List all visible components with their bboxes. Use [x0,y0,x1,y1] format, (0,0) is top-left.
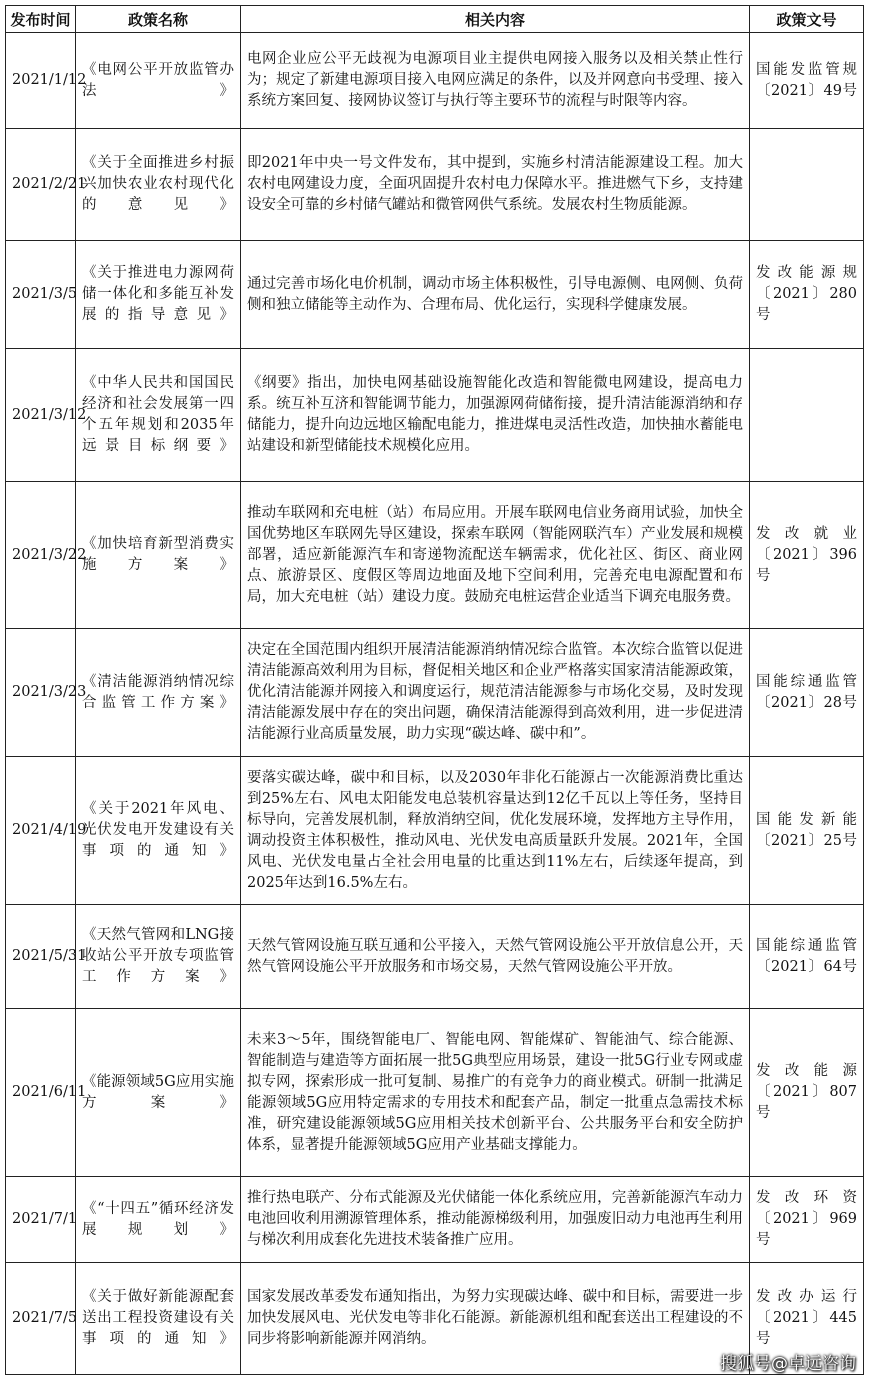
cell-name: 《关于推进电力源网荷储一体化和多能互补发展的指导意见》 [76,241,241,349]
cell-date: 2021/5/31 [6,905,76,1009]
cell-date: 2021/2/21 [6,129,76,241]
cell-content: 推行热电联产、分布式能源及光伏储能一体化系统应用，完善新能源汽车动力电池回收利用溯源管理体系，推动能源梯级利用，加强废旧动力电池再生利用与梯次利用成套化先进技术装备推广应用。 [241,1177,750,1263]
cell-date: 2021/6/11 [6,1009,76,1177]
cell-content: 即2021年中央一号文件发布，其中提到，实施乡村清洁能源建设工程。加大农村电网建设力度，全面巩固提升农村电力保障水平。推进燃气下乡，支持建设安全可靠的乡村储气罐站和微管网供气系统。发展农村生物质能源。 [241,129,750,241]
cell-name: 《关于2021年风电、光伏发电开发建设有关事项的通知》 [76,757,241,905]
table-row [6,241,864,349]
cell-name: 《天然气管网和LNG接收站公平开放专项监管工作方案》 [76,905,241,1009]
cell-name: 《关于做好新能源配套送出工程投资建设有关事项的通知》 [76,1263,241,1375]
table-header [6,6,864,33]
cell-name: 《加快培育新型消费实施方案》 [76,482,241,629]
cell-doc: 发改办运行〔2021〕445号 [750,1263,864,1375]
header-date: 发布时间 [6,6,76,33]
header-content: 相关内容 [241,6,750,33]
table-row [6,757,864,905]
policy-table [5,5,864,1375]
cell-content: 通过完善市场化电价机制，调动市场主体积极性，引导电源侧、电网侧、负荷侧和独立储能等主动作为、合理布局、优化运行，实现科学健康发展。 [241,241,750,349]
cell-doc: 发改就业〔2021〕396号 [750,482,864,629]
table-row [6,33,864,129]
cell-doc [750,349,864,482]
cell-doc: 发改环资〔2021〕969号 [750,1177,864,1263]
cell-doc: 发改能源规〔2021〕280号 [750,241,864,349]
cell-name: 《中华人民共和国国民经济和社会发展第一四个五年规划和2035年远景目标纲要》 [76,349,241,482]
table-body [6,33,864,1375]
cell-name: 《能源领域5G应用实施方案》 [76,1009,241,1177]
cell-content: 要落实碳达峰，碳中和目标，以及2030年非化石能源占一次能源消费比重达到25%左右、风电太阳能发电总装机容量达到12亿千瓦以上等任务，坚持目标导向，完善发展机制，释放消纳空间，优化发展环境，发挥地方主导作用，调动投资主体积极性，推动风电、光伏发电高质量跃升发展。2021年，全国风电、光伏发电量占全社会用电量的比重达到11%左右，后续逐年提高，到2025年达到16.5%左右。 [241,757,750,905]
cell-content: 推动车联网和充电桩（站）布局应用。开展车联网电信业务商用试验，加快全国优势地区车联网先导区建设，探索车联网（智能网联汽车）产业发展和规模部署，适应新能源汽车和寄递物流配送车辆需求，优化社区、街区、商业网点、旅游景区、度假区等周边地面及地下空间利用，完善充电电源配置和布局，加大充电桩（站）建设力度。鼓励充电桩运营企业适当下调充电服务费。 [241,482,750,629]
cell-name: 《关于全面推进乡村振兴加快农业农村现代化的意见》 [76,129,241,241]
table-row [6,482,864,629]
cell-content: 决定在全国范围内组织开展清洁能源消纳情况综合监管。本次综合监管以促进清洁能源高效利用为目标，督促相关地区和企业严格落实国家清洁能源政策，优化清洁能源并网接入和调度运行，规范清洁能源参与市场化交易，及时发现清洁能源发展中存在的突出问题，确保清洁能源得到高效利用，进一步促进清洁能源行业高质量发展，助力实现“碳达峰、碳中和”。 [241,629,750,757]
watermark: 搜狐号@卓远咨询 [720,1354,856,1374]
cell-doc: 国能综通监管〔2021〕64号 [750,905,864,1009]
cell-date: 2021/7/1 [6,1177,76,1263]
table-row [6,629,864,757]
cell-date: 2021/1/12 [6,33,76,129]
cell-date: 2021/7/5 [6,1263,76,1375]
cell-content: 天然气管网设施互联互通和公平接入，天然气管网设施公平开放信息公开，天然气管网设施公平开放服务和市场交易，天然气管网设施公平开放。 [241,905,750,1009]
table-row [6,129,864,241]
cell-date: 2021/4/19 [6,757,76,905]
cell-doc [750,129,864,241]
cell-content: 电网企业应公平无歧视为电源项目业主提供电网接入服务以及相关禁止性行为；规定了新建电源项目接入电网应满足的条件，以及并网意向书受理、接入系统方案回复、接网协议签订与执行等主要环节的流程与时限等内容。 [241,33,750,129]
cell-date: 2021/3/12 [6,349,76,482]
cell-name: 《“十四五”循环经济发展规划》 [76,1177,241,1263]
cell-content: 国家发展改革委发布通知指出，为努力实现碳达峰、碳中和目标，需要进一步加快发展风电、光伏发电等非化石能源。新能源机组和配套送出工程建设的不同步将影响新能源并网消纳。 [241,1263,750,1375]
table-row [6,349,864,482]
cell-name: 《清洁能源消纳情况综合监管工作方案》 [76,629,241,757]
cell-doc: 国能综通监管〔2021〕28号 [750,629,864,757]
cell-date: 2021/3/5 [6,241,76,349]
cell-doc: 国能发监管规〔2021〕49号 [750,33,864,129]
cell-doc: 国能发新能〔2021〕25号 [750,757,864,905]
table-row [6,1177,864,1263]
cell-name: 《电网公平开放监管办法》 [76,33,241,129]
table-row [6,905,864,1009]
cell-doc: 发改能源〔2021〕807号 [750,1009,864,1177]
cell-date: 2021/3/23 [6,629,76,757]
header-name: 政策名称 [76,6,241,33]
cell-date: 2021/3/22 [6,482,76,629]
cell-content: 未来3～5年，围绕智能电厂、智能电网、智能煤矿、智能油气、综合能源、智能制造与建造等方面拓展一批5G典型应用场景，建设一批5G行业专网或虚拟专网，探索形成一批可复制、易推广的有竞争力的商业模式。研制一批满足能源领域5G应用特定需求的专用技术和配套产品，制定一批重点急需技术标准，研究建设能源领域5G应用相关技术创新平台、公共服务平台和安全防护体系，显著提升能源领域5G应用产业基础支撑能力。 [241,1009,750,1177]
cell-content: 《纲要》指出，加快电网基础设施智能化改造和智能微电网建设，提高电力系。统互补互济和智能调节能力，加强源网荷储衔接，提升清洁能源消纳和存储能力，提升向边远地区输配电能力，推进煤电灵活性改造，加快抽水蓄能电站建设和新型储能技术规模化应用。 [241,349,750,482]
header-doc: 政策文号 [750,6,864,33]
table-row [6,1009,864,1177]
